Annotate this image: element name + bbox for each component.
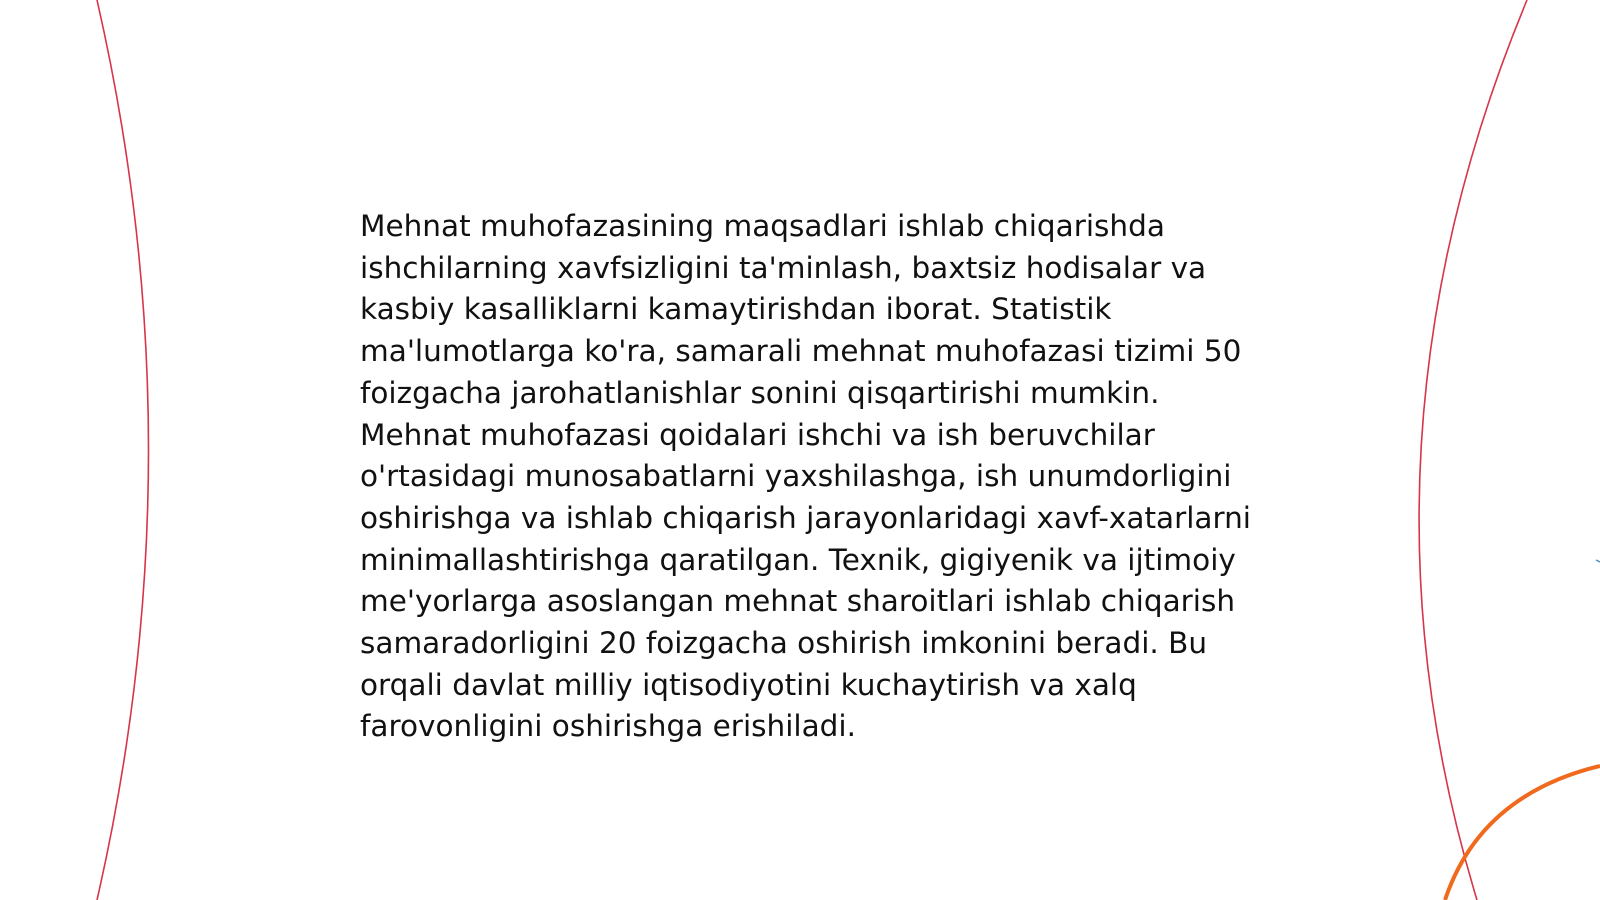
right-arc-line [1419, 0, 1527, 900]
orange-circle-arc [1445, 766, 1600, 900]
body-paragraph: Mehnat muhofazasining maqsadlari ishlab chiqarishda ishchilarning xavfsizligini ta'minlash, baxtsiz hodisalar va kasbiy kasalliklarni kamaytirishdan iborat. Statistik ma'lumotlarga ko'ra, samarali mehnat muhofazasi tizimi 50 foizgacha jarohatlanishlar sonini qisqartirishi mumkin. Mehnat muhofazasi qoidalari ishchi va ish beruvchilar o'rtasidagi munosabatlarni yaxshilashga, ish unumdorligini oshirishga va ishlab chiqarish jarayonlaridagi xavf-xatarlarni minimallashtirishga qaratilgan. Texnik, gigiyenik va ijtimoiy me'yorlarga asoslangan mehnat sharoitlari ishlab chiqarish samaradorligini 20 foizgacha oshirish imkonini beradi. Bu orqali davlat milliy iqtisodiyotini kuchaytirish va xalq farovonligini oshirishga erishiladi. [360, 209, 1251, 744]
small-blue-tick [1596, 560, 1600, 562]
left-arc-line [97, 0, 149, 900]
